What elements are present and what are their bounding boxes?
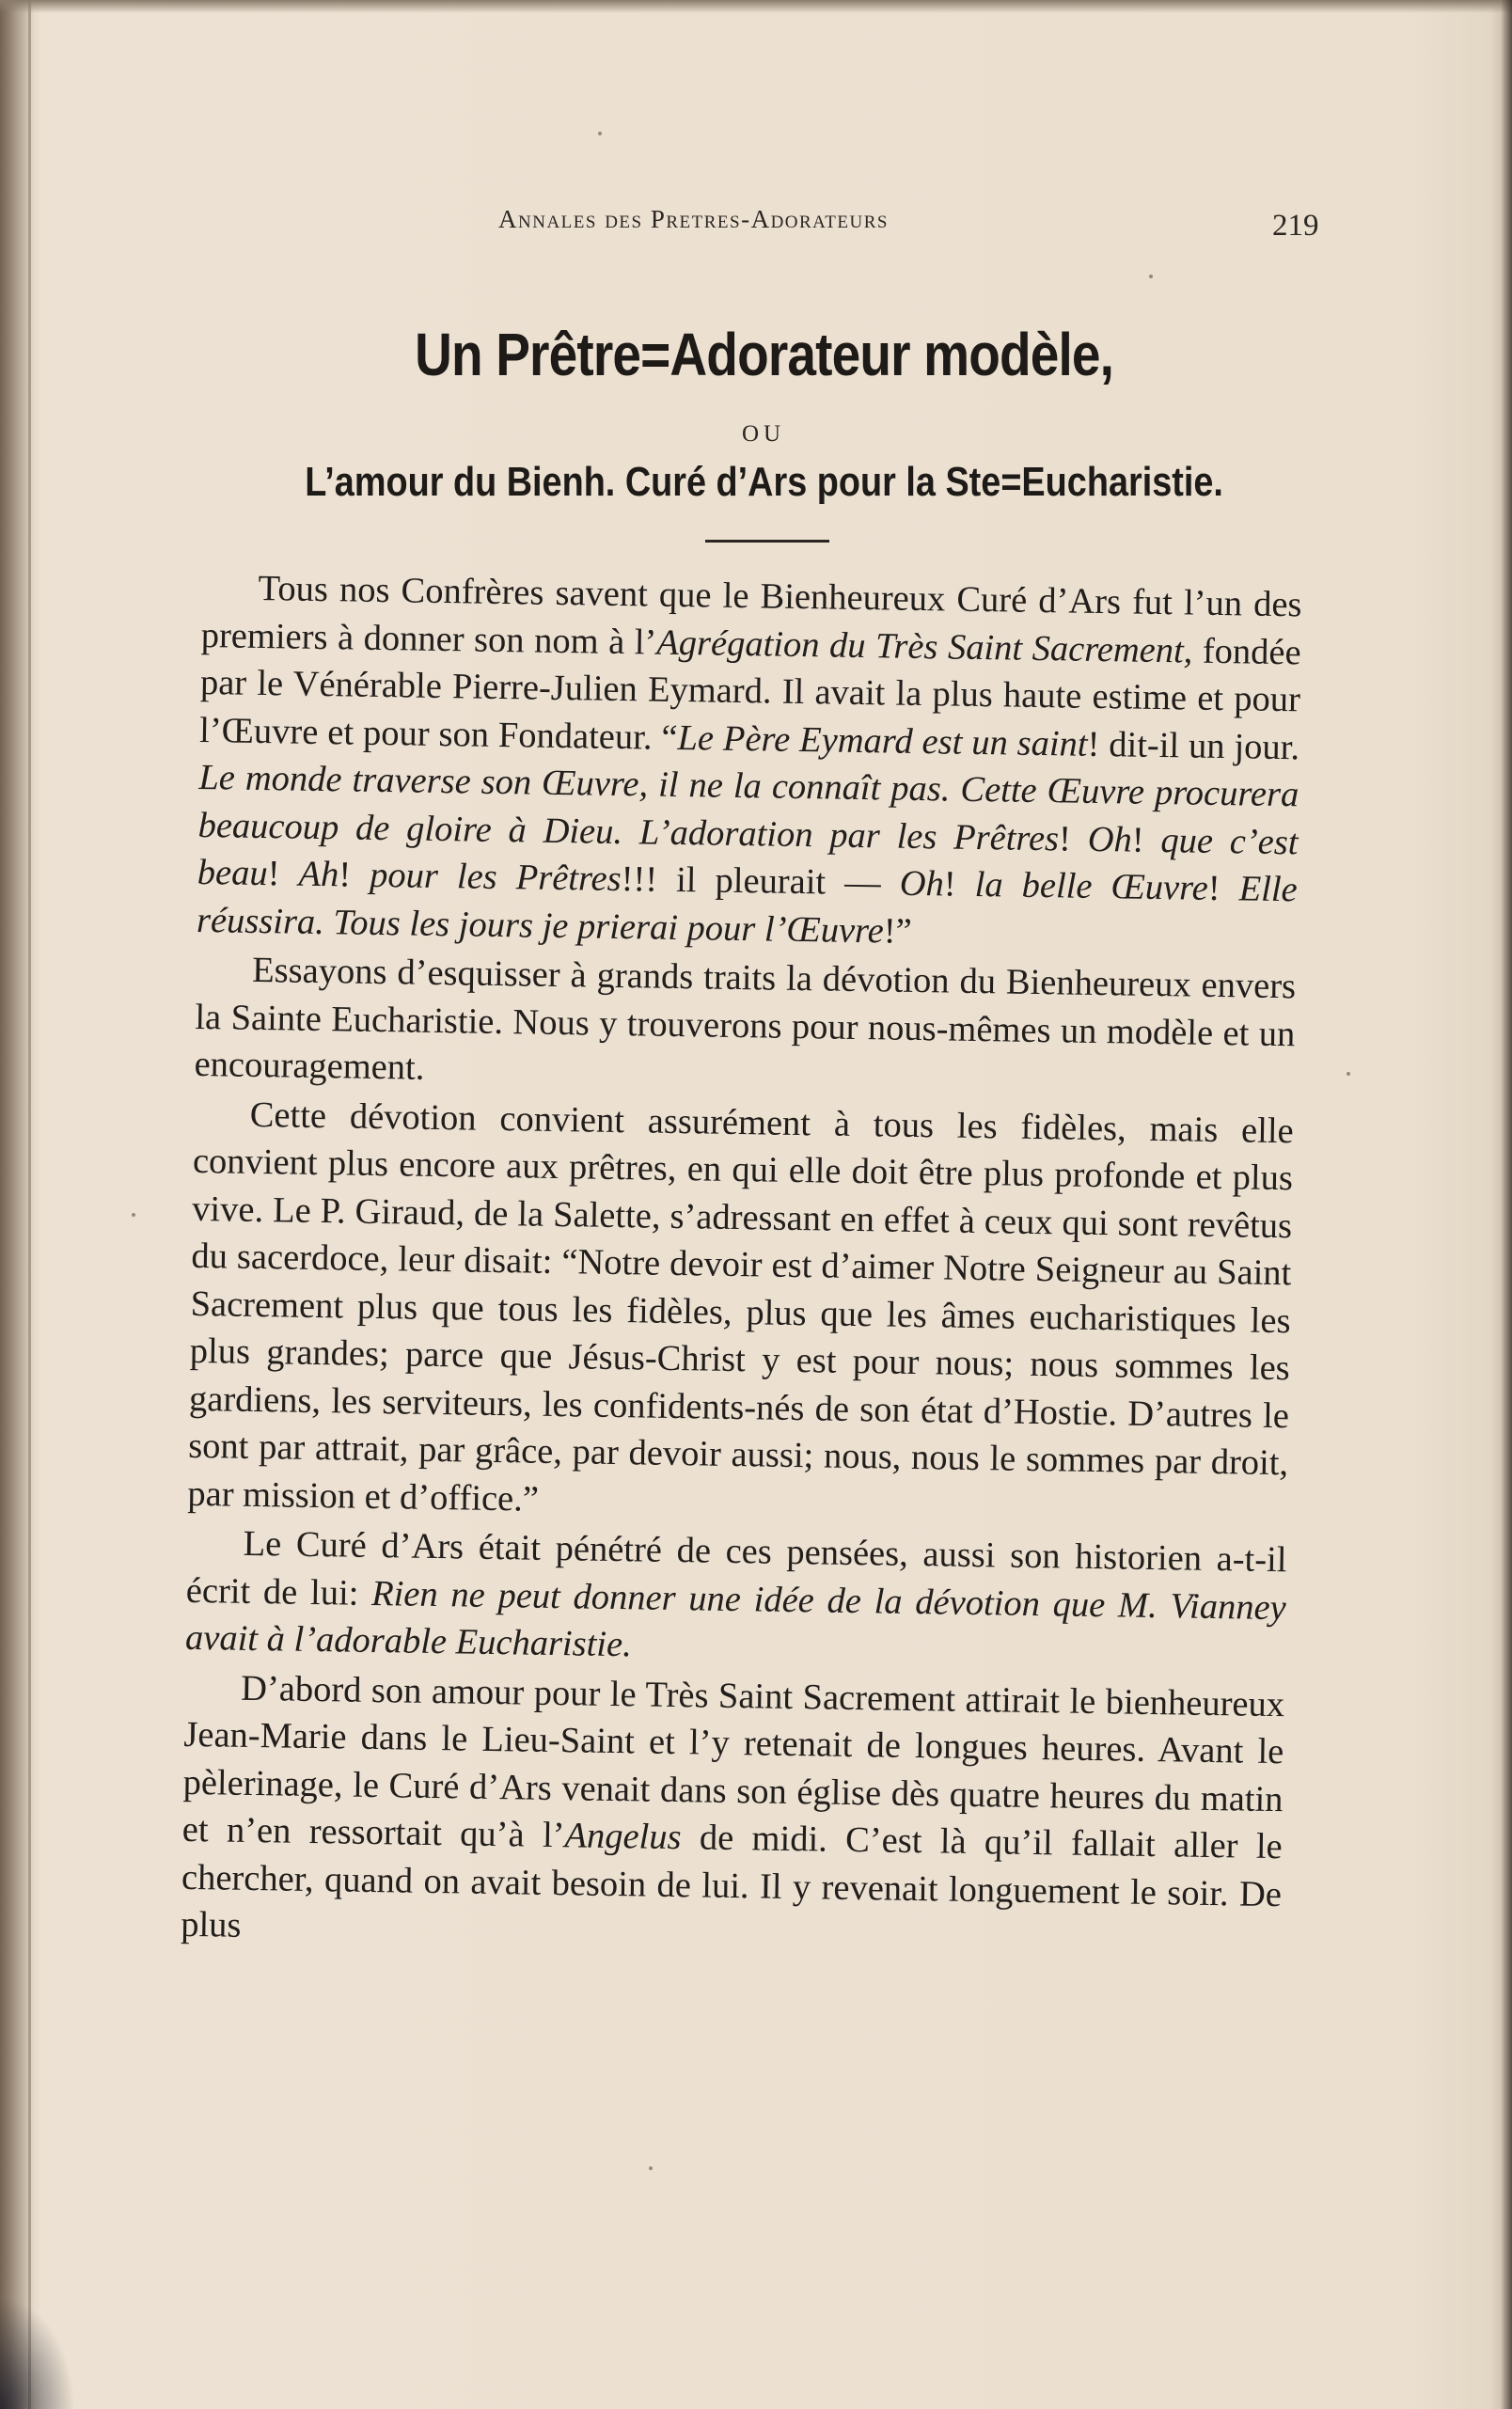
italic-run: Angelus xyxy=(564,1816,682,1858)
italic-run: Elle réussira. Tous les jours je prierai pour l’Œuvre xyxy=(196,869,1299,951)
text-run: ! xyxy=(943,864,976,905)
text-run: ! xyxy=(1131,820,1161,860)
paper-speck xyxy=(1149,275,1153,278)
text-run: ! xyxy=(1058,818,1089,859)
italic-run: Rien ne peut donner une idée de la dévotion que M. Vianney avait à l’adorable Eucharistie. xyxy=(184,1573,1287,1665)
top-edge xyxy=(0,0,1512,13)
italic-run: Le Père Eymard est un saint xyxy=(677,717,1088,764)
italic-run: Ah xyxy=(298,854,339,895)
spine-line xyxy=(28,0,31,2409)
italic-run: pour les Prêtres xyxy=(369,855,622,900)
paragraph-1 xyxy=(197,564,1302,961)
paragraph-3: Cette dévotion convient assurément à tous les fidèles, mais elle convient plus encore aux prêtres, en qui elle doit être plus profonde et plus vive. Le P. Giraud, de la Salette, s’adressant en effet à ceux qui sont revêtus du sacerdoce, leur disait: “Notre devoir est d’aimer Notre Seigneur au Saint Sacrement plus que tous les fidèles, plus que les âmes eucharistiques les plus grandes; parce que Jésus-Christ y est pour nous; nous sommes les gardiens, les serviteurs, les confidents-nés de son état d’Hostie. D’autres le sont par attrait, par grâce, par devoir aussi; nous, nous le sommes par droit, par mission et d’office.” xyxy=(187,1094,1295,1519)
italic-run: la belle Œuvre xyxy=(974,864,1209,908)
text-run: !!! il pleurait — xyxy=(621,859,901,904)
text-run: ! dit-il un jour. xyxy=(1087,724,1300,767)
paper-speck xyxy=(132,1213,135,1217)
text-run: !” xyxy=(883,910,913,952)
text-run: ! xyxy=(338,855,370,895)
article-subtitle: L’amour du Bienh. Curé d’Ars pour la Ste=Eucharistie. xyxy=(305,459,1223,505)
page-number: 219 xyxy=(1272,209,1319,243)
article-title: Un Prêtre=Adorateur modèle, xyxy=(415,321,1114,388)
running-head: Annales des Pretres-Adorateurs xyxy=(498,205,889,233)
paragraph-5 xyxy=(181,1663,1285,1965)
paper-speck xyxy=(1347,1072,1350,1076)
text-run: Tous nos Confrères savent que le Bienheureux Curé d’Ars fut l’un des premiers à donner son nom à l’ xyxy=(200,568,1302,663)
paragraph-2: Essayons d’esquisser à grands traits la dévotion du Bienheureux envers la Sainte Eucharistie. Nous y trouverons pour nous-mêmes un modèle et un encouragement. xyxy=(194,950,1297,1088)
text-run: Le Curé d’Ars était pénétré de ces pensées, aussi son historien a-t-il écrit de lui: xyxy=(185,1523,1287,1614)
paper-speck xyxy=(649,2166,653,2170)
bottom-corner-shadow xyxy=(0,2296,75,2409)
text-run: de midi. C’est là qu’il fallait aller le chercher, quand on avait besoin de lui. Il y revenait longuement le soir. De plus xyxy=(180,1818,1284,1945)
title-conjunction: OU xyxy=(741,421,786,447)
title-rule xyxy=(705,540,829,543)
paper-speck xyxy=(598,132,602,135)
italic-run: Agrégation du Très Saint Sacrement, xyxy=(655,622,1193,671)
italic-run: Le monde traverse son Œuvre, il ne la connaît pas. Cette Œuvre procurera beaucoup de gloire à Dieu. L’adoration par les Prêtres xyxy=(197,757,1299,858)
text-run: D’abord son amour pour le Très Saint Sacrement attirait le bienheureux Jean-Marie dans le Lieu-Saint et l’y retenait de longues heures. Avant le pèlerinage, le Curé d’Ars venait dans son église dès quatre heures du matin et n’en ressortait qu’à l’ xyxy=(181,1668,1285,1856)
italic-run: que c’est beau xyxy=(197,820,1299,894)
italic-run: Oh xyxy=(1087,819,1133,860)
article-body xyxy=(181,564,1302,1968)
text-run: ! xyxy=(267,854,299,894)
right-edge xyxy=(1501,0,1512,2409)
text-run: fondée par le Vénérable Pierre-Julien Eymard. Il avait la plus haute estime et pour l’Œuvre et pour son Fondateur. “ xyxy=(198,631,1301,758)
italic-run: Oh xyxy=(899,863,945,905)
paragraph-4 xyxy=(185,1519,1287,1679)
text-run: ! xyxy=(1207,868,1240,909)
